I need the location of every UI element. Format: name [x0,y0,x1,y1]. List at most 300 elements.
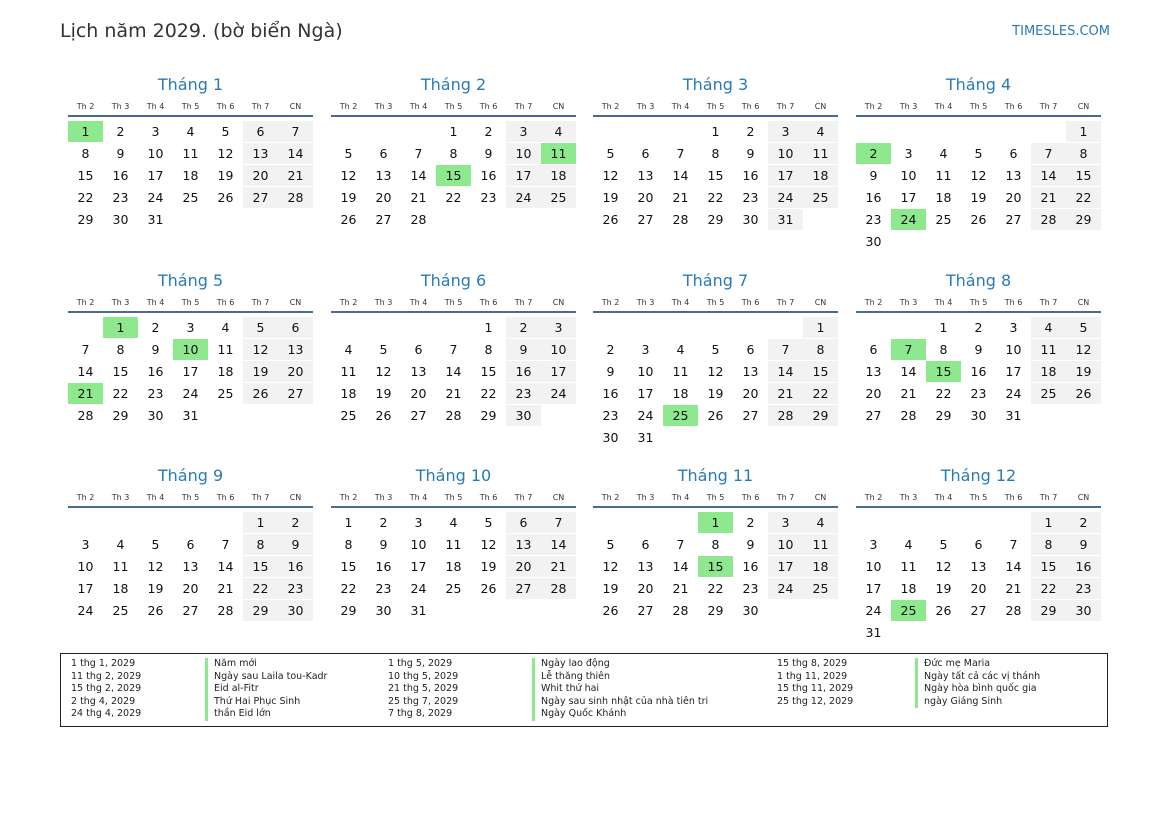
weekday-label: CN [552,298,565,307]
legend-holiday-name: thần Eid lớn [205,708,271,721]
month-title: Tháng 7 [682,271,749,290]
day-cell: 19 [217,168,234,183]
day-cell: 20 [506,556,541,577]
day-cell: 4 [676,342,685,357]
day-cell: 8 [1066,143,1101,164]
day-cell: 5 [711,342,720,357]
day-cell: 26 [375,408,392,423]
day-cell: 16 [278,556,313,577]
day-cell: 26 [707,408,724,423]
day-cell: 20 [637,581,654,596]
day-cell: 28 [1031,209,1066,230]
day-cell: 9 [278,534,313,555]
weekday-label: Th 6 [216,298,235,307]
day-cell: 13 [865,364,882,379]
weekday-label: Th 7 [776,102,795,111]
day-cell: 18 [445,559,462,574]
day-cell: 25 [541,187,576,208]
day-cell: 5 [379,342,388,357]
day-cell: 8 [81,146,90,161]
day-cell: 22 [935,386,952,401]
month-3 [593,75,838,265]
legend-date: 24 thg 4, 2029 [71,708,142,719]
legend-date: 11 thg 2, 2029 [71,670,142,682]
day-cell: 14 [1031,165,1066,186]
day-cell: 24 [410,581,427,596]
day-cell: 6 [243,121,278,142]
day-cell: 15 [340,559,357,574]
day-cell: 10 [1005,342,1022,357]
day-cell: 2 [746,515,755,530]
day-cell-holiday: 15 [698,556,733,577]
day-cell: 9 [116,146,125,161]
day-cell: 30 [506,405,541,426]
day-cell-holiday: 10 [173,339,208,360]
day-cell: 2 [606,342,615,357]
weekday-label: Th 6 [741,493,760,502]
weekday-label: CN [289,298,302,307]
day-cell: 22 [77,190,94,205]
weekday-label: Th 3 [636,102,655,111]
weekday-label: Th 7 [514,298,533,307]
weekday-label: Th 7 [251,102,270,111]
day-cell: 14 [1005,559,1022,574]
weekday-label: Th 3 [111,102,130,111]
month-5 [68,271,313,461]
day-cell-holiday: 7 [891,339,926,360]
day-cell-holiday: 1 [698,512,733,533]
weekday-label: CN [814,493,827,502]
day-cell: 5 [484,515,493,530]
weekday-label: Th 7 [1039,493,1058,502]
day-cell-holiday: 15 [926,361,961,382]
day-cell: 15 [1031,556,1066,577]
day-cell: 25 [112,603,129,618]
day-cell: 5 [606,537,615,552]
day-cell: 1 [484,320,493,335]
day-cell: 28 [900,408,917,423]
day-cell: 19 [340,190,357,205]
day-cell: 1 [803,317,838,338]
day-cell: 10 [147,146,164,161]
day-cell: 17 [1005,364,1022,379]
day-cell: 4 [1031,317,1066,338]
day-cell: 9 [484,146,493,161]
weekday-label: Th 5 [706,102,725,111]
day-cell: 17 [865,581,882,596]
day-cell: 19 [935,581,952,596]
day-cell: 31 [865,625,882,640]
weekday-label: Th 4 [671,298,690,307]
day-cell: 16 [147,364,164,379]
day-cell: 21 [1031,187,1066,208]
day-cell: 8 [711,537,720,552]
day-cell: 2 [746,124,755,139]
weekday-label: Th 2 [601,102,620,111]
weekday-label: CN [814,102,827,111]
weekday-label: Th 4 [934,102,953,111]
weekday-label: Th 3 [374,493,393,502]
day-cell: 28 [541,578,576,599]
day-cell: 7 [541,512,576,533]
day-cell: 5 [939,537,948,552]
day-cell: 23 [112,190,129,205]
day-cell: 19 [1066,361,1101,382]
day-cell: 6 [379,146,388,161]
weekday-label: Th 2 [864,102,883,111]
legend-date: 21 thg 5, 2029 [388,683,459,694]
day-cell: 27 [410,408,427,423]
weekday-label: Th 4 [934,298,953,307]
weekday-label: Th 4 [409,102,428,111]
day-cell: 26 [147,603,164,618]
day-cell: 9 [151,342,160,357]
day-cell: 26 [602,603,619,618]
day-cell: 13 [278,339,313,360]
weekday-label: Th 5 [969,102,988,111]
day-cell: 18 [672,386,689,401]
day-cell: 2 [1066,512,1101,533]
day-cell: 3 [541,317,576,338]
day-cell: 9 [1066,534,1101,555]
weekday-label: CN [1077,493,1090,502]
day-cell: 3 [641,342,650,357]
month-divider [68,506,313,508]
day-cell: 14 [278,143,313,164]
day-cell: 5 [344,146,353,161]
day-cell: 25 [445,581,462,596]
day-cell: 27 [243,187,278,208]
month-title: Tháng 1 [157,75,224,94]
day-cell: 8 [939,342,948,357]
day-cell: 24 [865,603,882,618]
day-cell: 16 [742,559,759,574]
weekday-label: Th 3 [899,298,918,307]
day-cell: 6 [641,146,650,161]
day-cell: 4 [803,121,838,142]
day-cell: 27 [637,212,654,227]
day-cell: 29 [1031,600,1066,621]
day-cell: 12 [602,559,619,574]
legend-date: 7 thg 8, 2029 [388,708,453,719]
day-cell: 11 [217,342,234,357]
weekday-label: Th 5 [181,298,200,307]
day-cell: 12 [147,559,164,574]
day-cell: 1 [344,515,353,530]
day-cell: 13 [637,168,654,183]
day-cell: 3 [768,512,803,533]
day-cell: 16 [375,559,392,574]
weekday-label: Th 7 [1039,298,1058,307]
day-cell: 12 [243,339,278,360]
legend-holiday-name: Năm mới [205,658,257,671]
weekday-label: Th 3 [111,493,130,502]
month-title: Tháng 6 [420,271,487,290]
day-cell: 28 [217,603,234,618]
weekday-label: Th 6 [479,102,498,111]
weekday-label: Th 5 [706,298,725,307]
day-cell: 7 [676,146,685,161]
day-cell: 19 [480,559,497,574]
legend-holiday-name: Ngày tất cả các vị thánh [915,671,1040,684]
day-cell: 9 [506,339,541,360]
day-cell: 15 [707,168,724,183]
day-cell-holiday: 25 [663,405,698,426]
day-cell: 13 [970,559,987,574]
day-cell: 3 [151,124,160,139]
day-cell: 22 [803,383,838,404]
month-11 [593,466,838,656]
day-cell: 17 [77,581,94,596]
day-cell: 8 [116,342,125,357]
day-cell: 14 [672,559,689,574]
day-cell: 18 [112,581,129,596]
weekday-label: Th 2 [339,102,358,111]
day-cell: 12 [480,537,497,552]
day-cell-holiday: 2 [856,143,891,164]
month-divider [856,506,1101,508]
legend-date: 1 thg 11, 2029 [777,670,848,682]
day-cell: 30 [375,603,392,618]
day-cell: 10 [768,143,803,164]
legend-holiday-name: Thứ Hai Phục Sinh [205,696,300,709]
day-cell: 30 [970,408,987,423]
day-cell: 23 [375,581,392,596]
day-cell: 21 [278,165,313,186]
day-cell: 7 [768,339,803,360]
day-cell: 30 [147,408,164,423]
day-cell: 24 [182,386,199,401]
weekday-label: Th 5 [444,298,463,307]
day-cell-holiday: 21 [68,383,103,404]
month-8 [856,271,1101,461]
day-cell: 20 [182,581,199,596]
day-cell: 9 [746,146,755,161]
weekday-label: Th 7 [251,298,270,307]
day-cell: 27 [278,383,313,404]
day-cell: 31 [182,408,199,423]
month-12 [856,466,1101,656]
day-cell: 26 [243,383,278,404]
legend-holiday-name: Eid al-Fitr [205,683,259,696]
day-cell: 6 [278,317,313,338]
weekday-label: Th 3 [636,493,655,502]
day-cell: 11 [672,364,689,379]
day-cell: 3 [414,515,423,530]
day-cell: 24 [637,408,654,423]
day-cell: 8 [803,339,838,360]
legend-date: 15 thg 11, 2029 [777,683,854,694]
day-cell: 8 [449,146,458,161]
day-cell: 27 [375,212,392,227]
weekday-label: Th 5 [181,102,200,111]
weekday-label: Th 3 [899,102,918,111]
day-cell: 19 [147,581,164,596]
day-cell: 30 [865,234,882,249]
day-cell: 1 [711,124,720,139]
day-cell: 14 [900,364,917,379]
day-cell: 23 [147,386,164,401]
day-cell: 8 [484,342,493,357]
day-cell: 23 [506,383,541,404]
weekday-label: Th 6 [1004,493,1023,502]
day-cell: 15 [480,364,497,379]
day-cell: 21 [900,386,917,401]
day-cell: 14 [541,534,576,555]
day-cell: 13 [742,364,759,379]
day-cell: 14 [672,168,689,183]
month-title: Tháng 12 [940,466,1017,485]
day-cell: 7 [278,121,313,142]
day-cell: 31 [410,603,427,618]
legend-holiday-name: Ngày lao động [532,658,610,671]
day-cell: 3 [869,537,878,552]
day-cell: 29 [77,212,94,227]
day-cell: 24 [541,383,576,404]
weekday-label: Th 7 [1039,102,1058,111]
day-cell: 14 [217,559,234,574]
day-cell: 15 [1066,165,1101,186]
day-cell: 22 [707,581,724,596]
day-cell: 17 [410,559,427,574]
day-cell: 30 [278,600,313,621]
day-cell: 21 [672,581,689,596]
weekday-label: Th 6 [216,493,235,502]
day-cell: 10 [637,364,654,379]
day-cell: 22 [445,190,462,205]
day-cell: 11 [900,559,917,574]
day-cell: 23 [480,190,497,205]
day-cell: 19 [707,386,724,401]
weekday-label: Th 2 [339,298,358,307]
day-cell: 16 [865,190,882,205]
month-2 [331,75,576,265]
day-cell: 7 [81,342,90,357]
day-cell: 5 [974,146,983,161]
day-cell: 10 [900,168,917,183]
day-cell: 23 [602,408,619,423]
day-cell: 5 [606,146,615,161]
day-cell: 11 [340,364,357,379]
day-cell: 14 [768,361,803,382]
month-divider [68,115,313,117]
day-cell: 16 [480,168,497,183]
month-divider [593,506,838,508]
day-cell: 22 [243,578,278,599]
legend-date: 1 thg 5, 2029 [388,658,453,669]
day-cell: 26 [935,603,952,618]
day-cell: 5 [221,124,230,139]
day-cell: 11 [182,146,199,161]
day-cell: 6 [1009,146,1018,161]
day-cell: 20 [243,165,278,186]
day-cell: 29 [707,603,724,618]
day-cell: 6 [869,342,878,357]
month-divider [331,506,576,508]
day-cell: 9 [746,537,755,552]
day-cell: 11 [445,537,462,552]
day-cell: 2 [379,515,388,530]
weekday-label: Th 2 [76,493,95,502]
day-cell: 12 [970,168,987,183]
weekday-label: CN [552,493,565,502]
month-title: Tháng 4 [945,75,1012,94]
legend-date: 10 thg 5, 2029 [388,670,459,682]
weekday-label: Th 7 [776,493,795,502]
legend-date: 15 thg 2, 2029 [71,683,142,694]
day-cell-holiday: 1 [68,121,103,142]
month-1 [68,75,313,265]
day-cell: 2 [116,124,125,139]
weekday-label: Th 2 [339,493,358,502]
day-cell: 20 [742,386,759,401]
day-cell: 2 [278,512,313,533]
day-cell: 28 [672,212,689,227]
day-cell: 23 [865,212,882,227]
legend-holiday-name: Ngày sau sinh nhật của nhà tiên tri [532,696,708,709]
month-9 [68,466,313,656]
day-cell: 21 [1005,581,1022,596]
day-cell: 9 [974,342,983,357]
day-cell: 1 [1066,121,1101,142]
month-title: Tháng 2 [420,75,487,94]
day-cell: 25 [803,187,838,208]
day-cell: 7 [676,537,685,552]
day-cell: 19 [375,386,392,401]
day-cell: 13 [506,534,541,555]
day-cell: 28 [672,603,689,618]
legend-date: 25 thg 12, 2029 [777,695,854,707]
weekday-label: Th 6 [1004,102,1023,111]
day-cell: 17 [768,556,803,577]
day-cell: 11 [803,143,838,164]
site-link[interactable]: TIMESLES.COM [1012,24,1110,39]
day-cell: 3 [1009,320,1018,335]
weekday-label: Th 2 [76,102,95,111]
day-cell: 15 [77,168,94,183]
weekday-label: CN [289,493,302,502]
day-cell: 16 [506,361,541,382]
day-cell: 18 [900,581,917,596]
day-cell: 14 [410,168,427,183]
day-cell: 20 [865,386,882,401]
day-cell: 27 [506,578,541,599]
legend-holiday-name: Ngày Quốc Khánh [532,708,626,721]
day-cell: 1 [243,512,278,533]
day-cell: 15 [243,556,278,577]
legend-holiday-name: Đức mẹ Maria [915,658,990,671]
day-cell: 10 [865,559,882,574]
day-cell: 18 [182,168,199,183]
day-cell: 30 [742,212,759,227]
day-cell: 1 [1031,512,1066,533]
weekday-label: Th 2 [601,298,620,307]
day-cell: 9 [606,364,615,379]
day-cell: 4 [449,515,458,530]
day-cell: 24 [768,578,803,599]
day-cell: 8 [711,146,720,161]
day-cell: 25 [340,408,357,423]
month-divider [68,311,313,313]
month-title: Tháng 11 [677,466,754,485]
weekday-label: Th 4 [409,493,428,502]
day-cell: 6 [506,512,541,533]
day-cell: 28 [1005,603,1022,618]
day-cell: 20 [410,386,427,401]
day-cell: 13 [1005,168,1022,183]
day-cell: 30 [1066,600,1101,621]
day-cell: 17 [182,364,199,379]
